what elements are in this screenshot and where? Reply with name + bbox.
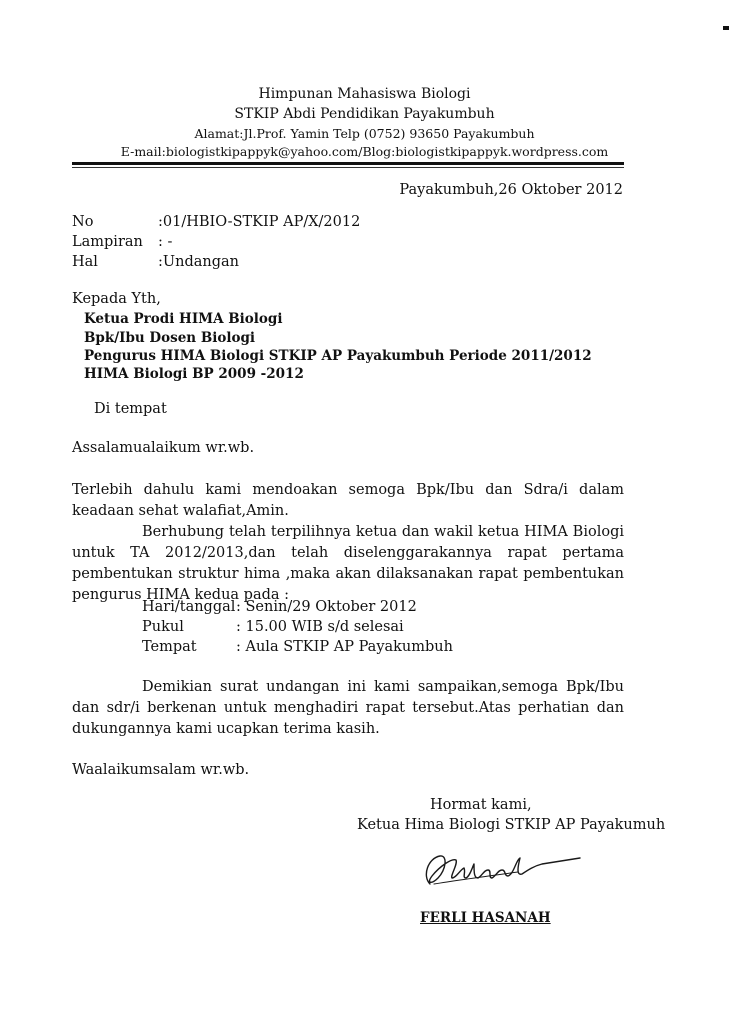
salutation: Kepada Yth, (72, 291, 161, 307)
no-label: No (72, 214, 94, 230)
recipient-line: Bpk/Ibu Dosen Biologi (84, 330, 256, 346)
paragraph-closing: Demikian surat undangan ini kami sampaikan,semoga Bpk/Ibu dan sdr/i berkenan untuk menghadiri rapat tersebut.Atas perhatian dan dukungannya kami ucapkan terima kasih. (72, 679, 624, 737)
letterhead-contact: E-mail:biologistkipappyk@yahoo.com/Blog:biologistkipappyk.wordpress.com (120, 144, 609, 159)
scan-mark (723, 26, 729, 30)
recipient-line: HIMA Biologi BP 2009 -2012 (84, 366, 304, 382)
signatory-position: Ketua Hima Biologi STKIP AP Payakumuh (357, 817, 666, 833)
event-time-label: Pukul (142, 619, 184, 635)
event-place-label: Tempat (142, 639, 197, 655)
place-date: Payakumbuh,26 Oktober 2012 (399, 182, 623, 198)
no-value: :01/HBIO-STKIP AP/X/2012 (158, 214, 361, 230)
event-place-value: : Aula STKIP AP Payakumbuh (236, 639, 453, 655)
event-day-label: Hari/tanggal (142, 599, 236, 615)
letterhead-institution: STKIP Abdi Pendidikan Payakumbuh (234, 106, 495, 122)
closing-greeting: Waalaikumsalam wr.wb. (72, 762, 250, 778)
letterhead-divider-thin (72, 167, 624, 168)
letterhead-address: Alamat:Jl.Prof. Yamin Telp (0752) 93650 Payakumbuh (194, 126, 535, 141)
hal-value: :Undangan (158, 254, 239, 270)
letterhead-org: Himpunan Mahasiswa Biologi (258, 86, 471, 102)
letterhead-divider (72, 162, 624, 165)
event-time-value: : 15.00 WIB s/d selesai (236, 619, 404, 635)
hal-label: Hal (72, 254, 98, 270)
recipient-place: Di tempat (94, 401, 167, 417)
lampiran-label: Lampiran (72, 234, 143, 250)
handwritten-signature (418, 840, 588, 900)
event-day-value: : Senin/29 Oktober 2012 (236, 599, 417, 615)
opening-greeting: Assalamualaikum wr.wb. (72, 440, 255, 456)
recipient-line: Ketua Prodi HIMA Biologi (84, 311, 283, 327)
signatory-name: FERLI HASANAH (420, 910, 551, 926)
lampiran-value: : - (158, 234, 173, 250)
recipient-line: Pengurus HIMA Biologi STKIP AP Payakumbuh Periode 2011/2012 (84, 348, 592, 364)
paragraph-purpose: Berhubung telah terpilihnya ketua dan wakil ketua HIMA Biologi untuk TA 2012/2013,dan telah diselenggarakannya rapat pertama pembentukan struktur hima ,maka akan dilaksanakan rapat pembentukan pengurus HIMA kedua pada : (72, 524, 624, 603)
regards: Hormat kami, (430, 797, 532, 813)
paragraph-opening: Terlebih dahulu kami mendoakan semoga Bpk/Ibu dan Sdra/i dalam keadaan sehat walafiat,Amin. (72, 482, 624, 519)
